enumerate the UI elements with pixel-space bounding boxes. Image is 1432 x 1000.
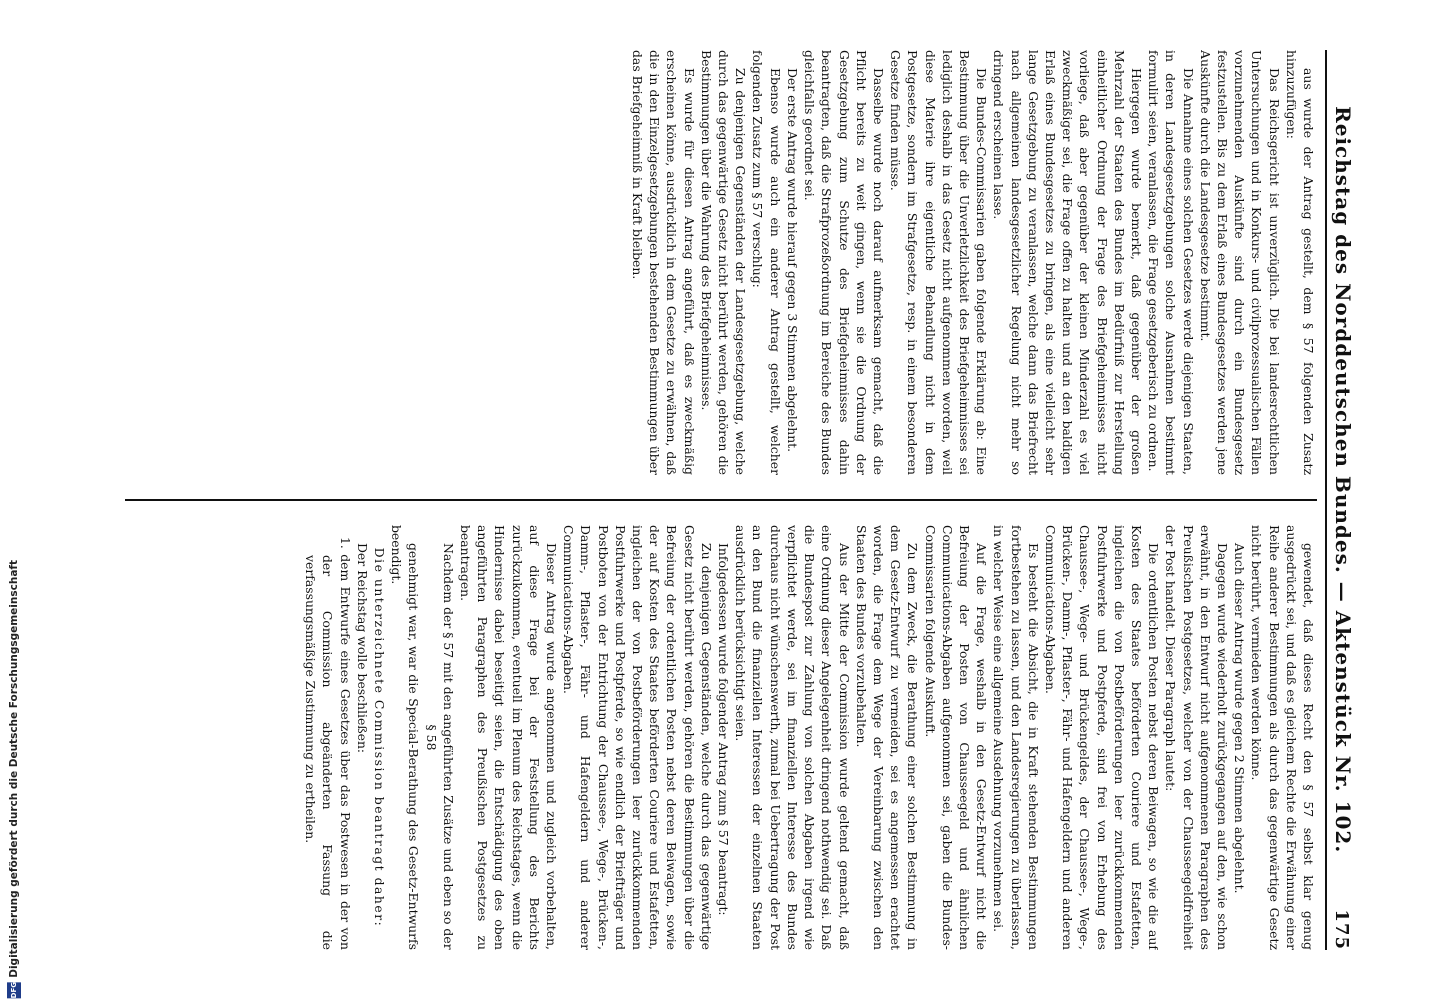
paragraph: Zu dem Zweck, die Berathung einer solchen Bestimmung in dem Gesetz-Entwurf zu vermeiden, sei es angemessen erachtet worden, die Frage dem Wege der Vereinbarung zwischen den Staaten des Bundes vorzubehalten.	[853, 525, 921, 950]
rotated-document	[105, 30, 1375, 970]
paragraph: Zu denjenigen Gegenständen der Landesgesetzgebung, welche durch das gegenwärtige Gesetz nicht berührt werden, gehören die Bestimmungen über die Wahrung des Briefgeheimnisses.	[698, 50, 749, 475]
paragraph: Die Bundes-Commissarien gaben folgende Erklärung ab: Eine Bestimmung über die Unverletzlichkeit des Briefgeheimnisses sei lediglich deshalb in das Gesetz nicht aufgenommen worden, weil diese Materie ihre eigentliche Behandlung nicht in dem Postgesetze, sondern im Strafgesetze, resp. in einem besonderen Gesetze finden müsse.	[888, 50, 990, 475]
paragraph: Es wurde für diesen Antrag angeführt, daß es zweckmäßig erscheinen könne, ausdrücklich in dem Gesetze zu erwähnen, daß die in den Einzelgesetzgebungen bestehenden Bestimmungen über das Briefgeheimniß in Kraft bleiben.	[630, 50, 697, 475]
page-header	[1325, 50, 1365, 950]
paragraph: Der Reichstag wolle beschließen:	[354, 543, 370, 754]
credit-text: Digitalisierung gefördert durch die Deutsche Forschungsgemeinschaft	[8, 559, 20, 978]
dfg-logo: DFG	[7, 982, 21, 998]
list-item: 1. dem Entwurfe eines Gesetzes über das Postwesen in der von der Commission abgeänderten Fassung die verfassungsmäßige Zustimmung zu ertheilen.	[303, 537, 353, 950]
paragraph: Nachdem der § 57 mit den angeführten Zusätze und eben so der	[440, 543, 456, 950]
text-columns	[125, 50, 1317, 950]
paragraph: Dieser Antrag wurde angenommen und zugleich vorbehalten, auf diese Frage bei der Feststellung des Berichts zurückzukommen, eventuell im Plenum des Reichstages, wenn die Hindernisse dabei beseitigt seien, die Entschädigung des oben angeführten Paragraphen des Preußischen Postgesetzes zu beantragen.	[458, 525, 560, 950]
section-heading: § 58	[423, 724, 439, 751]
page-number: 175	[1331, 909, 1352, 950]
paragraph: Auf die Frage, weshalb in den Gesetz-Entwurf nicht die Befreiung der Posten von Chausseegeld und ähnlichen Communications-Abgaben aufgenommen sei, gaben die Bundes-Commissarien folgende Auskunft.	[922, 525, 990, 950]
paragraph: aus wurde der Antrag gestellt, dem § 57 folgenden Zusatz hinzuzufügen:	[1283, 50, 1316, 475]
paragraph: Dasselbe wurde noch darauf aufmerksam gemacht, daß die Pflicht bereits zu weit gingen, wenn sie die Ordnung der Gesetzgebung zum Schutze des Briefgeheimnisses dahin beantragten, daß die Strafprozeßordnung im Bereiche des Bundes gleichfalls geordnet sei.	[802, 50, 886, 475]
paragraph: Die Annahme eines solchen Gesetzes werde diejenigen Staaten, in deren Landesgesetzgebungen solche Ausnahmen bestimmt formulirt seien, veranlassen, die Frage gesetzgeberisch zu ordnen.	[1146, 50, 1196, 475]
paragraph: Die ordentlichen Posten nebst deren Beiwagen, so wie die auf Kosten des Staates beförderten Couriere und Estafetten, ingleichen die von Postbeförderungen leer zurückkommenden Postfuhrwerke und Postpferde, sind frei von Erhebung des Chaussee-, Wege- und Brückengeldes, der Chaussee-, Wege-, Brücken-, Damm-, Pflaster-, Fähr- und Hafengeldern und anderen Communications-Abgaben.	[1042, 525, 1162, 950]
right-column	[125, 525, 1317, 950]
paragraph: Der erste Antrag wurde hierauf gegen 3 Stimmen abgelehnt.	[784, 68, 800, 453]
left-column	[125, 50, 1317, 475]
paragraph: Dagegen wurde wiederholt zurückgegangen auf den, wie schon erwähnt, in den Entwurf nicht aufgenommenen Paragraphen des Preußischen Postgesetzes, welcher von der Chausseegeldfreiheit der Post handelt. Dieser Paragraph lautet:	[1163, 525, 1230, 950]
paragraph: Zu denjenigen Gegenständen, welche durch das gegenwärtige Gesetz nicht berührt werden, gehören die Bestimmungen über die Befreiung der ordentlichen Posten nebst deren Beiwagen, sowie der auf Kosten des Staates beförderten Couriere und Estafetten, ingleichen der von Postbeförderungen leer zurückkommenden Postfuhrwerke und Postpferde, so wie endlich der Briefträger und Postboten von der Entrichtung der Chaussee-, Wege-, Brücken-, Damm-, Pflaster-, Fähr- und Hafengeldern und anderer Communications-Abgaben.	[561, 525, 714, 950]
paragraph: Infolgedessen wurde folgender Antrag zum § 57 beantragt:	[716, 543, 732, 916]
paragraph: Es besteht die Absicht, die in Kraft stehenden Bestimmungen fortbestehen zu lassen, und den Landesregierungen zu überlassen, in welcher Weise eine allgemeine Ausdehnung vorzunehmen sei.	[991, 525, 1041, 950]
column-divider	[125, 499, 1317, 501]
paragraph: Die unterzeichnete Commission beantragt daher:	[372, 547, 388, 928]
paragraph: Das Reichsgericht ist unverzüglich. Die bei landesrechtlichen Untersuchungen und in Konkurs- und civilprozessualischen Fällen vorzunehmenden Auskünfte sind durch ein Bundesgesetz festzustellen. Bis zu dem Erlaß eines Bundesgesetzes werden jene Auskünfte durch die Landesgesetze bestimmt.	[1197, 50, 1282, 475]
digitization-credit	[2, 559, 26, 998]
paragraph: Ebenso wurde auch ein anderer Antrag gestellt, welcher folgenden Zusatz zum § 57 verschlug:	[750, 50, 783, 475]
paragraph: genehmigt war, war die Special-Berathung des Gesetz-Entwurfs beendigt.	[389, 525, 422, 950]
page-title: Reichstag des Norddeutschen Bundes. — Aktenstück Nr. 102.	[1331, 106, 1355, 854]
paragraph: Auch dieser Antrag wurde gegen 2 Stimmen abgelehnt.	[1232, 543, 1248, 894]
paragraph: Hiergegen wurde bemerkt, daß gegenüber der großen Mehrzahl der Staaten des Bundes im Bedürfniß zur Herstellung einheitlicher Ordnung der Frage des Briefgeheimnisses nicht vorliege, daß aber gegenüber der kleinen Minderzahl es viel zweckmäßiger sei, die Frage offen zu halten und an den baldigen Erlaß eines Bundesgesetzes zu bringen, als eine vielleicht sehr lange Gesetzgebung zu veranlassen, welche dann das Briefrecht nach allgemeinen landesgesetzlicher Regelung nicht mehr so dringend erscheinen lasse.	[991, 50, 1144, 475]
paragraph: Aus der Mitte der Commission wurde geltend gemacht, daß eine Ordnung dieser Angelegenheit dringend nothwendig sei. Daß die Bundespost zur Zahlung von solchen Abgaben irgend wie verpflichtet werde, sei im finanziellen Interesse des Bundes durchaus nicht wünschenswerth, zumal bei Uebertragung der Post an den Bund die finanziellen Interessen der einzelnen Staaten ausdrücklich berücksichtigt seien.	[733, 525, 852, 950]
paragraph: gewendet, daß dieses Recht den § 57 selbst klar genug ausgedrückt sei, und daß es gleichem Rechte die Erwähnung einer Reihe anderer Bestimmungen als durch das gegenwärtige Gesetz nicht berührt, vermieden werden könne.	[1249, 525, 1316, 950]
